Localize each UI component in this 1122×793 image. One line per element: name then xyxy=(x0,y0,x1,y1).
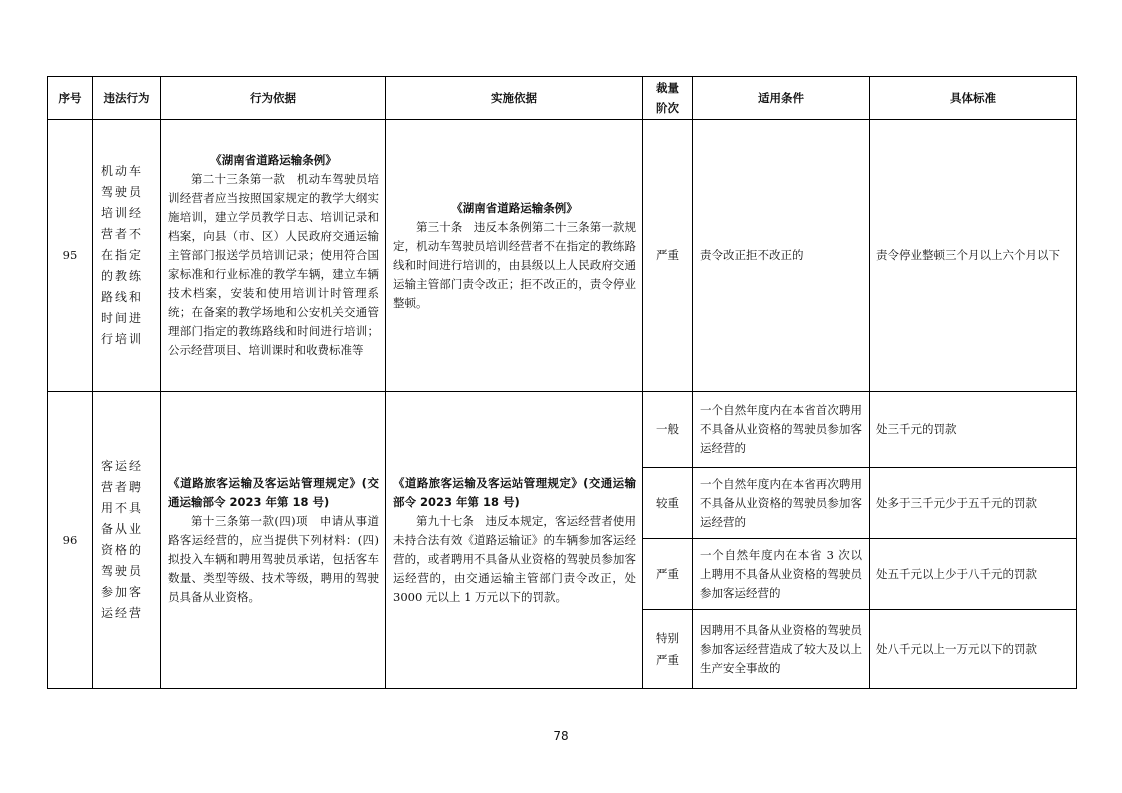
header-violation: 违法行为 xyxy=(93,77,161,120)
behavior-law-text: 第二十三条第一款 机动车驾驶员培训经营者应当按照国家规定的教学大纲实施培训，建立学员教学日志、培训记录和档案，向县（市、区）人民政府交通运输主管部门报送学员培训记录；使用符合国家标准和行业标准的教学车辆，建立车辆技术档案，安装和使用培训计时管理系统；在备案的教学场地和公安机关交通管理部门指定的教练路线和时间进行培训；公示经营项目、培训课时和收费标准等 xyxy=(168,172,379,357)
impl-law-title: 《道路旅客运输及客运站管理规定》(交通运输部令 2023 年第 18 号) xyxy=(393,475,636,509)
row-violation: 客运经营者聘用不具备从业资格的驾驶员参加客运经营 xyxy=(93,392,161,689)
behavior-law-text: 第十三条第一款(四)项 申请从事道路客运经营的，应当提供下列材料：(四)拟投入车辆和聘用驾驶员承诺，包括客车数量、类型等级、技术等级，聘用的驾驶员具备从业资格。 xyxy=(168,513,379,604)
tier-condition: 一个自然年度内在本省首次聘用不具备从业资格的驾驶员参加客运经营的 xyxy=(693,392,870,468)
row-seq: 96 xyxy=(48,392,93,689)
tier-standard: 处多于三千元少于五千元的罚款 xyxy=(870,468,1077,539)
header-level: 裁量阶次 xyxy=(643,77,693,120)
header-conditions: 适用条件 xyxy=(693,77,870,120)
header-standard: 具体标准 xyxy=(870,77,1077,120)
page-number: 78 xyxy=(553,729,569,743)
impl-law-text: 第三十条 违反本条例第二十三条第一款规定，机动车驾驶员培训经营者不在指定的教练路线和时间进行培训的，由县级以上人民政府交通运输主管部门责令改正；拒不改正的，责令停业整顿。 xyxy=(393,219,636,310)
tier-condition: 一个自然年度内在本省 3 次以上聘用不具备从业资格的驾驶员参加客运经营的 xyxy=(693,539,870,610)
tier-standard: 处三千元的罚款 xyxy=(870,392,1077,468)
header-row xyxy=(48,77,1077,120)
header-impl-basis: 实施依据 xyxy=(386,77,643,120)
impl-law-title: 《湖南省道路运输条例》 xyxy=(451,200,578,215)
behavior-law-title: 《湖南省道路运输条例》 xyxy=(210,153,337,167)
tier-level: 严重 xyxy=(643,120,693,392)
tier-level: 较重 xyxy=(643,468,693,539)
tier-standard: 责令停业整顿三个月以上六个月以下 xyxy=(870,120,1077,392)
row-seq: 95 xyxy=(48,120,93,392)
tier-condition: 因聘用不具备从业资格的驾驶员参加客运经营造成了较大及以上生产安全事故的 xyxy=(693,610,870,689)
tier-standard: 处五千元以上少于八千元的罚款 xyxy=(870,539,1077,610)
tier-standard: 处八千元以上一万元以下的罚款 xyxy=(870,610,1077,689)
tier-condition: 一个自然年度内在本省再次聘用不具备从业资格的驾驶员参加客运经营的 xyxy=(693,468,870,539)
enforcement-table xyxy=(47,76,1077,689)
behavior-law-title: 《道路旅客运输及客运站管理规定》(交通运输部令 2023 年第 18 号) xyxy=(168,475,379,509)
table-row xyxy=(48,392,1077,468)
tier-level: 一般 xyxy=(643,392,693,468)
table-row xyxy=(48,120,1077,392)
header-behavior-basis: 行为依据 xyxy=(161,77,386,120)
row-behavior-basis xyxy=(161,392,386,689)
row-impl-basis xyxy=(386,120,643,392)
row-impl-basis xyxy=(386,392,643,689)
row-behavior-basis xyxy=(161,120,386,392)
impl-law-text: 第九十七条 违反本规定，客运经营者使用未持合法有效《道路运输证》的车辆参加客运经营的，或者聘用不具备从业资格的驾驶员参加客运经营的，由交通运输主管部门责令改正，处 3000 元以上 1 万元以下的罚款。 xyxy=(393,513,636,604)
header-seq: 序号 xyxy=(48,77,93,120)
tier-level: 特别严重 xyxy=(643,610,693,689)
tier-level: 严重 xyxy=(643,539,693,610)
tier-condition: 责令改正拒不改正的 xyxy=(693,120,870,392)
row-violation: 机动车驾驶员培训经营者不在指定的教练路线和时间进行培训 xyxy=(93,120,161,392)
